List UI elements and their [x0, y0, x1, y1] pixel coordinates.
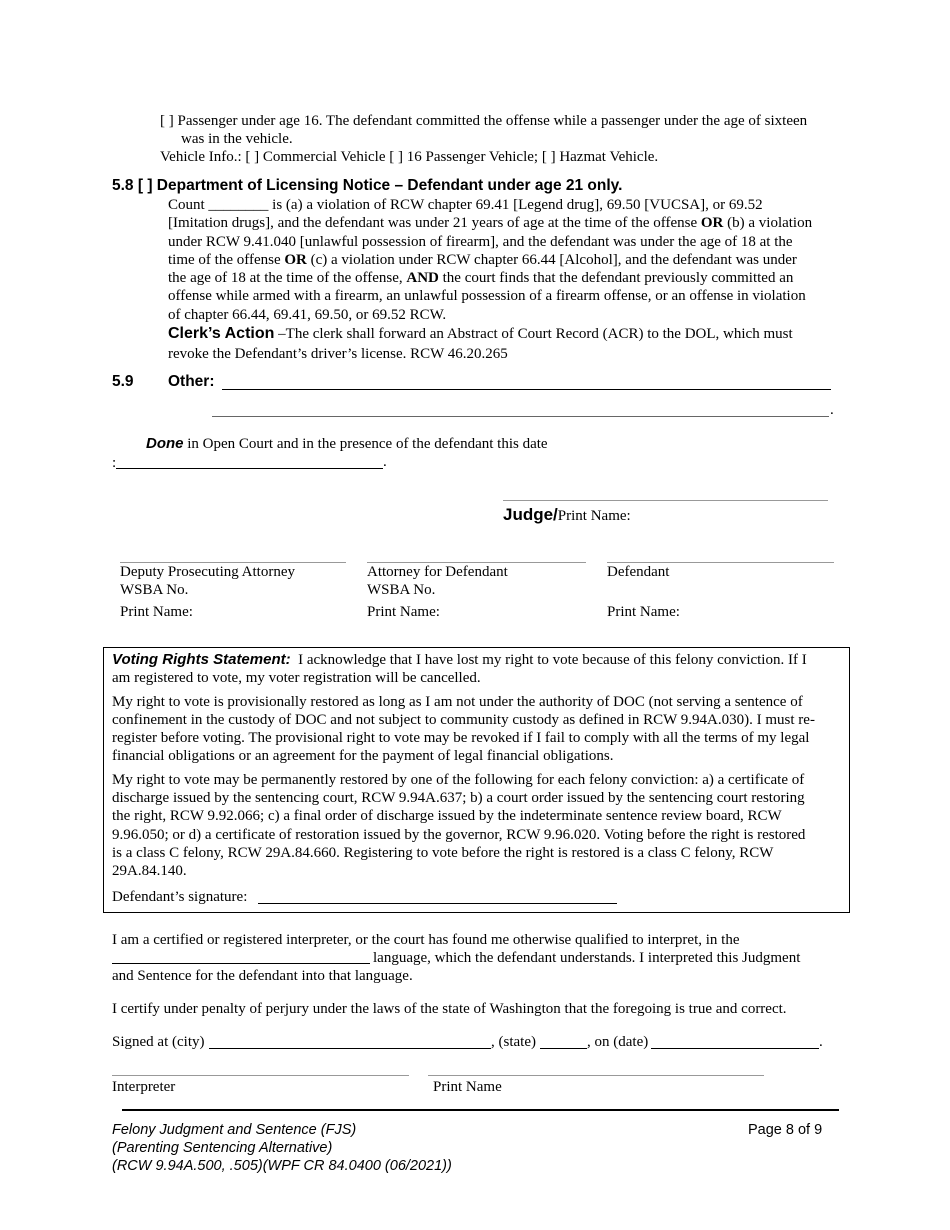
dol-line-4a: time of the offense	[168, 251, 281, 268]
dol-line-5b: the court finds that the defendant previously committed an	[442, 270, 794, 287]
or-word-2: OR	[284, 251, 307, 268]
voting-p2-line2: confinement in the custody of DOC and not subject to community custody as defined in RCW 9.94A.030). I must re-	[112, 711, 815, 728]
interpreter-signature-line[interactable]	[112, 1075, 409, 1076]
other-input-line-2[interactable]	[212, 416, 829, 417]
attorney-print-name: Print Name:	[367, 603, 440, 620]
done-word: Done	[146, 435, 184, 452]
voting-signature-line[interactable]	[258, 903, 617, 904]
judge-block	[503, 505, 631, 525]
passenger-text-cont: was in the vehicle.	[181, 131, 293, 147]
voting-p3-line5: is a class C felony, RCW 29A.84.660. Registering to vote before the right is restored is a class C felony, RCW	[112, 844, 774, 861]
passenger-checkbox[interactable]: [ ]	[160, 113, 174, 129]
done-date-period: .	[383, 454, 387, 470]
voting-heading: Voting Rights Statement:	[112, 651, 291, 668]
dol-line-1: Count ________ is (a) a violation of RCW chapter 69.41 [Legend drug], 69.50 [VUCSA], or 69.52	[168, 197, 763, 213]
dpa-block	[120, 563, 295, 621]
or-word: OR	[700, 215, 724, 232]
dol-line-2b: (b) a violation	[727, 215, 813, 232]
clerk-action	[168, 325, 848, 343]
attorney-wsba: WSBA No.	[367, 582, 436, 599]
passenger-clause	[160, 112, 807, 130]
dol-line-2	[168, 214, 848, 232]
vehicle-info	[160, 148, 658, 166]
footer-title-block	[112, 1121, 452, 1175]
judge-print-name: Print Name:	[557, 508, 631, 524]
footer-line-2: (Parenting Sentencing Alternative)	[112, 1140, 333, 1156]
dol-line-6: offense while armed with a firearm, an unlawful possession of a firearm offense, or an offense in violation	[168, 288, 806, 305]
passenger-text: Passenger under age 16. The defendant committed the offense while a passenger under the age of sixteen	[177, 113, 808, 129]
state-label: , (state)	[491, 1034, 536, 1050]
voting-p3-line6: 29A.84.140.	[112, 863, 187, 880]
footer-line-3: (RCW 9.94A.500, .505)(WPF CR 84.0400 (06/2021))	[112, 1158, 452, 1174]
vehicle-info-colon: :	[237, 149, 242, 165]
interpreter-print-name-line[interactable]	[428, 1075, 764, 1076]
footer-divider	[122, 1109, 839, 1111]
vehicle-options[interactable]: [ ] Commercial Vehicle [ ] 16 Passenger Vehicle; [ ] Hazmat Vehicle.	[245, 149, 659, 165]
voting-p1-line1	[112, 651, 842, 669]
interpreter-line-1: I am a certified or registered interpreter, or the court has found me otherwise qualified to interpret, in the	[112, 932, 740, 948]
voting-p3-line3: the right, RCW 9.92.066; c) a final order of discharge issued by the indeterminate sentence review board, RCW	[112, 808, 782, 825]
dpa-wsba: WSBA No.	[120, 582, 189, 599]
dol-line-5	[168, 269, 848, 287]
voting-p3-line4: 9.96.050; or d) a certificate of restoration issued by the governor, RCW 9.96.020. Voting before the right is restored	[112, 826, 806, 843]
clerk-action-text: –The clerk shall forward an Abstract of Court Record (ACR) to the DOL, which must	[278, 326, 793, 342]
clerk-action-label: Clerk’s Action	[168, 325, 275, 342]
dol-line-2a: [Imitation drugs], and the defendant was under 21 years of age at the time of the offense	[168, 215, 698, 232]
voting-signature-label: Defendant’s signature:	[112, 889, 248, 905]
judge-label: Judge/	[503, 505, 558, 524]
interpreter-language-line[interactable]	[112, 963, 370, 964]
attorney-block	[367, 563, 508, 621]
attorney-title: Attorney for Defendant	[367, 564, 508, 580]
voting-p1-line2: am registered to vote, my voter registration will be cancelled.	[112, 670, 481, 687]
interpreter-label: Interpreter	[112, 1079, 176, 1095]
dol-line-4	[168, 251, 848, 269]
other-input-line-1[interactable]	[222, 389, 831, 390]
defendant-wsba	[607, 581, 680, 599]
interpreter-line-3: and Sentence for the defendant into that language.	[112, 968, 413, 984]
defendant-print-name: Print Name:	[607, 603, 680, 620]
voting-p3-line1: My right to vote may be permanently restored by one of the following for each felony conviction: a) a certificate of	[112, 771, 805, 788]
footer-line-1: Felony Judgment and Sentence (FJS)	[112, 1122, 357, 1138]
interpreter-line-2: language, which the defendant understands. I interpreted this Judgment	[373, 950, 801, 966]
section-5-9-label: Other:	[168, 373, 215, 390]
signed-end-period: .	[819, 1034, 823, 1050]
and-word: AND	[406, 270, 439, 287]
city-line[interactable]	[209, 1048, 491, 1049]
defendant-title: Defendant	[607, 564, 670, 580]
dol-line-7: of chapter 66.44, 69.41, 69.50, or 69.52 RCW.	[168, 306, 447, 323]
defendant-block	[607, 563, 680, 621]
section-5-9-number: 5.9	[112, 373, 134, 390]
section-5-8-heading: 5.8 [ ] Department of Licensing Notice – Defendant under age 21 only.	[112, 177, 623, 194]
dol-line-5a: the age of 18 at the time of the offense,	[168, 270, 403, 287]
done-date-line[interactable]	[116, 468, 383, 469]
section-5-8-body	[168, 196, 848, 324]
dol-line-4b: (c) a violation under RCW chapter 66.44 [Alcohol], and the defendant was under	[310, 251, 797, 268]
dpa-print-name: Print Name:	[120, 603, 193, 620]
state-line[interactable]	[540, 1048, 587, 1049]
voting-p2-line3: register before voting. The provisional right to vote may be revoked if I fail to comply with all the terms of my legal	[112, 730, 810, 747]
page-number: Page 8 of 9	[748, 1122, 823, 1138]
interpreter-print-name-label: Print Name	[433, 1079, 502, 1095]
on-date-label: , on (date)	[587, 1034, 649, 1050]
voting-rights-content	[112, 651, 842, 881]
dol-line-3: under RCW 9.41.040 [unlawful possession of firearm], and the defendant was under the age of 18 at the	[168, 233, 793, 250]
certify-statement: I certify under penalty of perjury under the laws of the state of Washington that the foregoing is true and correct.	[112, 1001, 787, 1017]
other-period: .	[830, 402, 834, 418]
done-statement	[146, 435, 548, 453]
voting-p1-text: I acknowledge that I have lost my right to vote because of this felony conviction. If I	[298, 652, 807, 668]
date-line[interactable]	[651, 1048, 819, 1049]
signed-at-label: Signed at (city)	[112, 1034, 205, 1050]
dpa-title: Deputy Prosecuting Attorney	[120, 564, 295, 580]
clerk-action-text-2: revoke the Defendant’s driver’s license. RCW 46.20.265	[168, 346, 508, 362]
voting-p2-line4: financial obligations or an agreement for the payment of legal financial obligations.	[112, 748, 614, 765]
voting-p3-line2: discharge issued by the sentencing court, RCW 9.94A.637; b) a court order issued by the sentencing court restoring	[112, 790, 805, 807]
vehicle-info-label: Vehicle Info.	[160, 149, 238, 165]
done-date-prefix: :	[112, 455, 117, 471]
judge-signature-line[interactable]	[503, 500, 828, 501]
done-text: in Open Court and in the presence of the defendant this date	[187, 436, 548, 452]
voting-p2-line1: My right to vote is provisionally restored as long as I am not under the authority of DOC (not serving a sentence of	[112, 693, 803, 710]
